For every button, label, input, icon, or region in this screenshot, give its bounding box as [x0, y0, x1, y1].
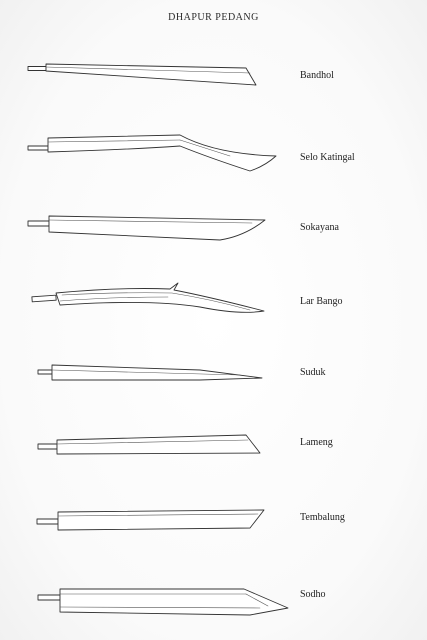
sword-drawing-sodho — [0, 582, 295, 622]
page-title: DHAPUR PEDANG — [168, 12, 259, 23]
sword-drawing-sokayana — [0, 210, 275, 250]
sword-drawing-bandhol — [0, 58, 270, 92]
sword-label-lar-bango: Lar Bango — [300, 296, 343, 307]
sword-drawing-tembalung — [0, 505, 270, 535]
sword-label-suduk: Suduk — [300, 367, 326, 378]
sword-drawing-lar-bango — [0, 283, 280, 325]
sword-label-lameng: Lameng — [300, 437, 333, 448]
sword-drawing-suduk — [0, 360, 275, 390]
sword-label-sodho: Sodho — [300, 589, 326, 600]
sword-drawing-lameng — [0, 432, 270, 462]
sword-label-bandhol: Bandhol — [300, 70, 334, 81]
sword-label-tembalung: Tembalung — [300, 512, 345, 523]
sword-label-selo-katingal: Selo Katingal — [300, 152, 355, 163]
sword-drawing-selo-katingal — [0, 128, 285, 178]
sword-label-sokayana: Sokayana — [300, 222, 339, 233]
